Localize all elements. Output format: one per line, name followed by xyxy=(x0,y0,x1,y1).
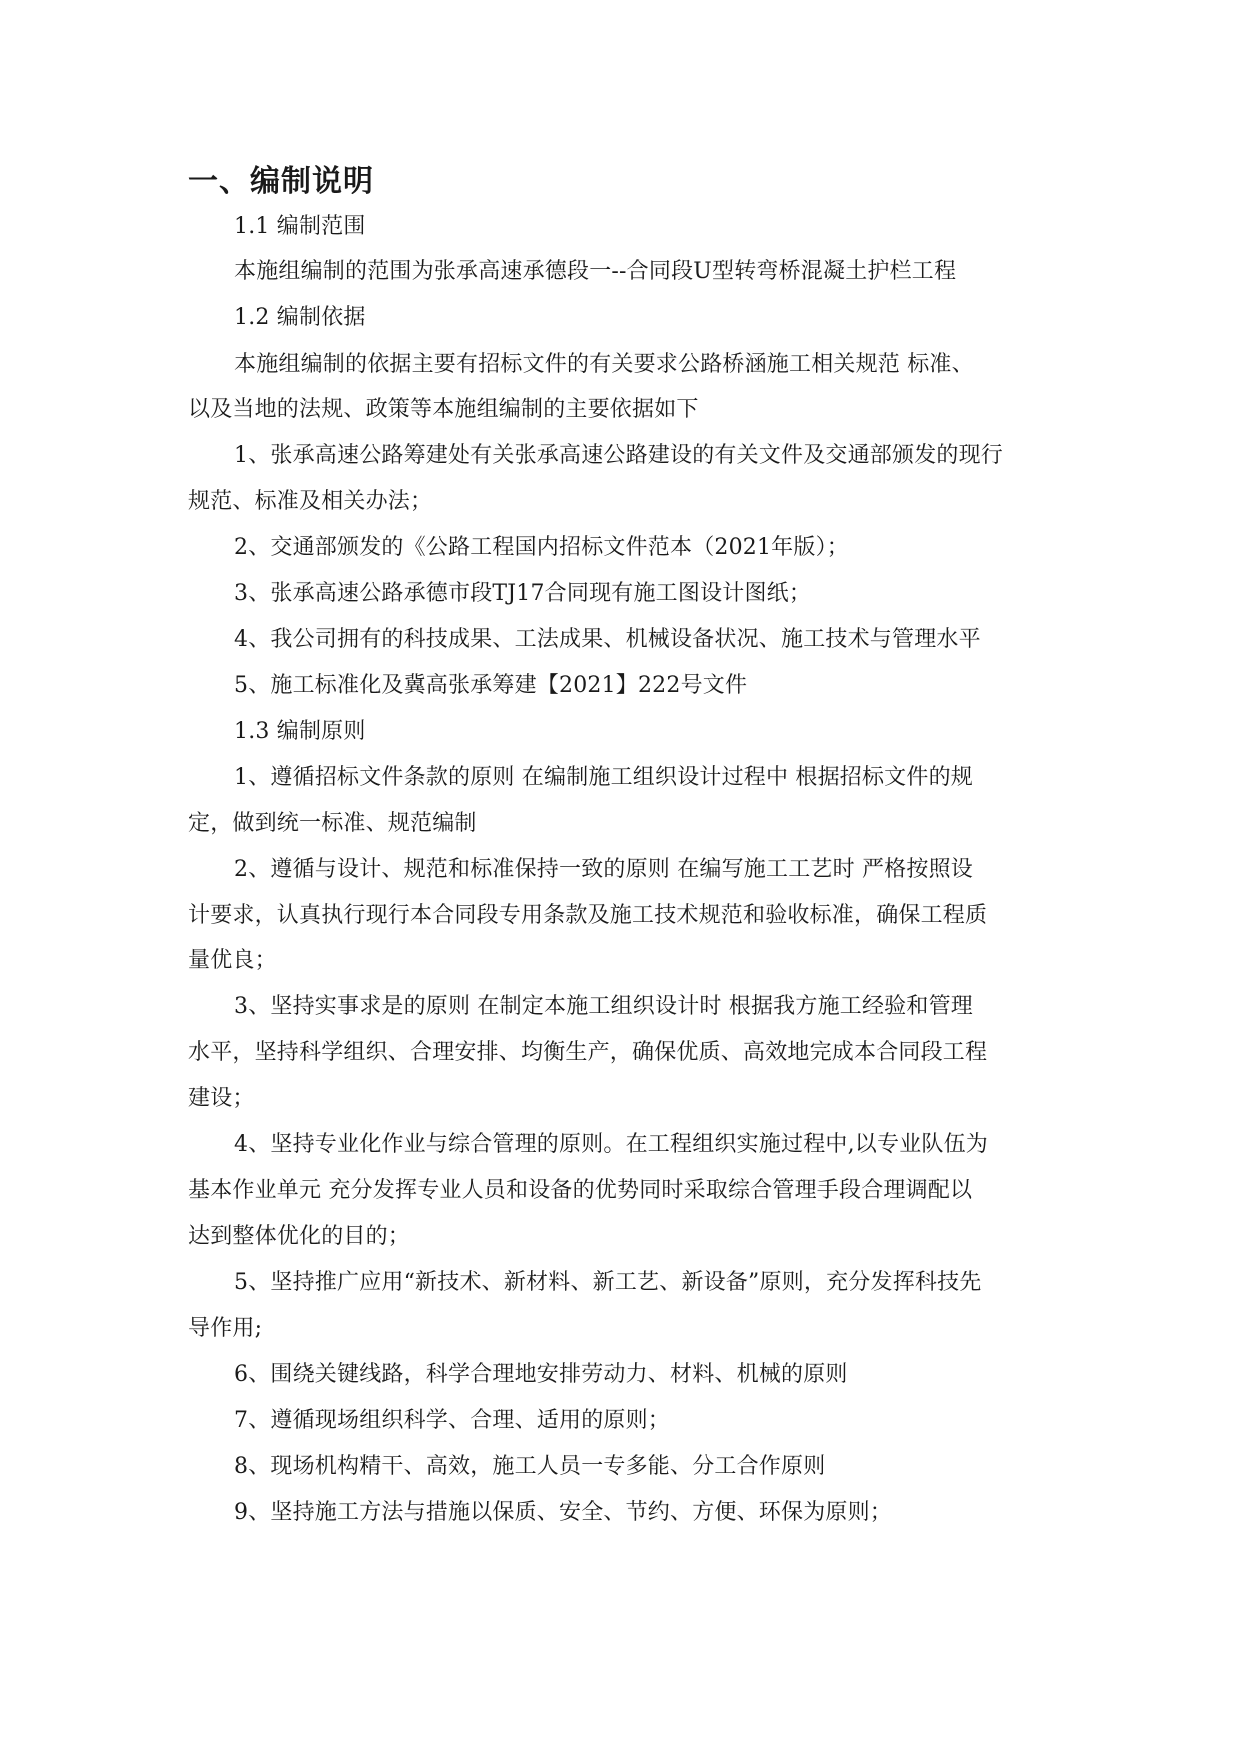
paragraph-line: 本施组编制的依据主要有招标文件的有关要求公路桥涵施工相关规范 标准、 xyxy=(234,352,974,377)
list-item: 3、张承高速公路承德市段TJ17合同现有施工图设计图纸； xyxy=(234,581,812,606)
list-item-continuation: 基本作业单元 充分发挥专业人员和设备的优势同时采取综合管理手段合理调配以 xyxy=(188,1178,973,1203)
paragraph-line: 以及当地的法规、政策等本施组编制的主要依据如下 xyxy=(188,397,699,422)
paragraph-line: 本施组编制的范围为张承高速承德段一--合同段U型转弯桥混凝土护栏工程 xyxy=(234,259,957,284)
list-item-continuation: 水平，坚持科学组织、合理安排、均衡生产，确保优质、高效地完成本合同段工程 xyxy=(188,1040,988,1065)
list-item-continuation: 建设； xyxy=(188,1086,255,1111)
list-item-continuation: 计要求，认真执行现行本合同段专用条款及施工技术规范和验收标准，确保工程质 xyxy=(188,903,988,928)
list-item-continuation: 定，做到统一标准、规范编制 xyxy=(188,811,477,836)
list-item: 4、坚持专业化作业与综合管理的原则。在工程组织实施过程中,以专业队伍为 xyxy=(234,1132,988,1157)
subsection-title: 1.2 编制依据 xyxy=(234,305,366,330)
list-item-continuation: 导作用; xyxy=(188,1316,263,1341)
section-heading: 一、编制说明 xyxy=(188,164,374,199)
list-item: 9、坚持施工方法与措施以保质、安全、节约、方便、环保为原则； xyxy=(234,1500,892,1525)
list-item: 5、施工标准化及冀高张承筹建【2021】222号文件 xyxy=(234,673,748,698)
list-item-continuation: 规范、标准及相关办法； xyxy=(188,489,433,514)
list-item-continuation: 达到整体优化的目的； xyxy=(188,1224,411,1249)
list-item: 4、我公司拥有的科技成果、工法成果、机械设备状况、施工技术与管理水平 xyxy=(234,627,981,652)
list-item: 1、张承高速公路筹建处有关张承高速公路建设的有关文件及交通部颁发的现行 xyxy=(234,443,1003,468)
list-item: 6、围绕关键线路，科学合理地安排劳动力、材料、机械的原则 xyxy=(234,1362,848,1387)
list-item: 2、交通部颁发的《公路工程国内招标文件范本（2021年版）； xyxy=(234,535,849,560)
list-item: 1、遵循招标文件条款的原则 在编制施工组织设计过程中 根据招标文件的规 xyxy=(234,765,973,790)
list-item: 3、坚持实事求是的原则 在制定本施工组织设计时 根据我方施工经验和管理 xyxy=(234,994,973,1019)
list-item-continuation: 量优良； xyxy=(188,948,277,973)
list-item: 7、遵循现场组织科学、合理、适用的原则； xyxy=(234,1408,670,1433)
subsection-title: 1.1 编制范围 xyxy=(234,214,366,239)
subsection-title: 1.3 编制原则 xyxy=(234,719,366,744)
list-item: 2、遵循与设计、规范和标准保持一致的原则 在编写施工工艺时 严格按照设 xyxy=(234,857,973,882)
list-item: 8、现场机构精干、高效，施工人员一专多能、分工合作原则 xyxy=(234,1454,826,1479)
list-item: 5、坚持推广应用“新技术、新材料、新工艺、新设备”原则，充分发挥科技先 xyxy=(234,1270,982,1295)
